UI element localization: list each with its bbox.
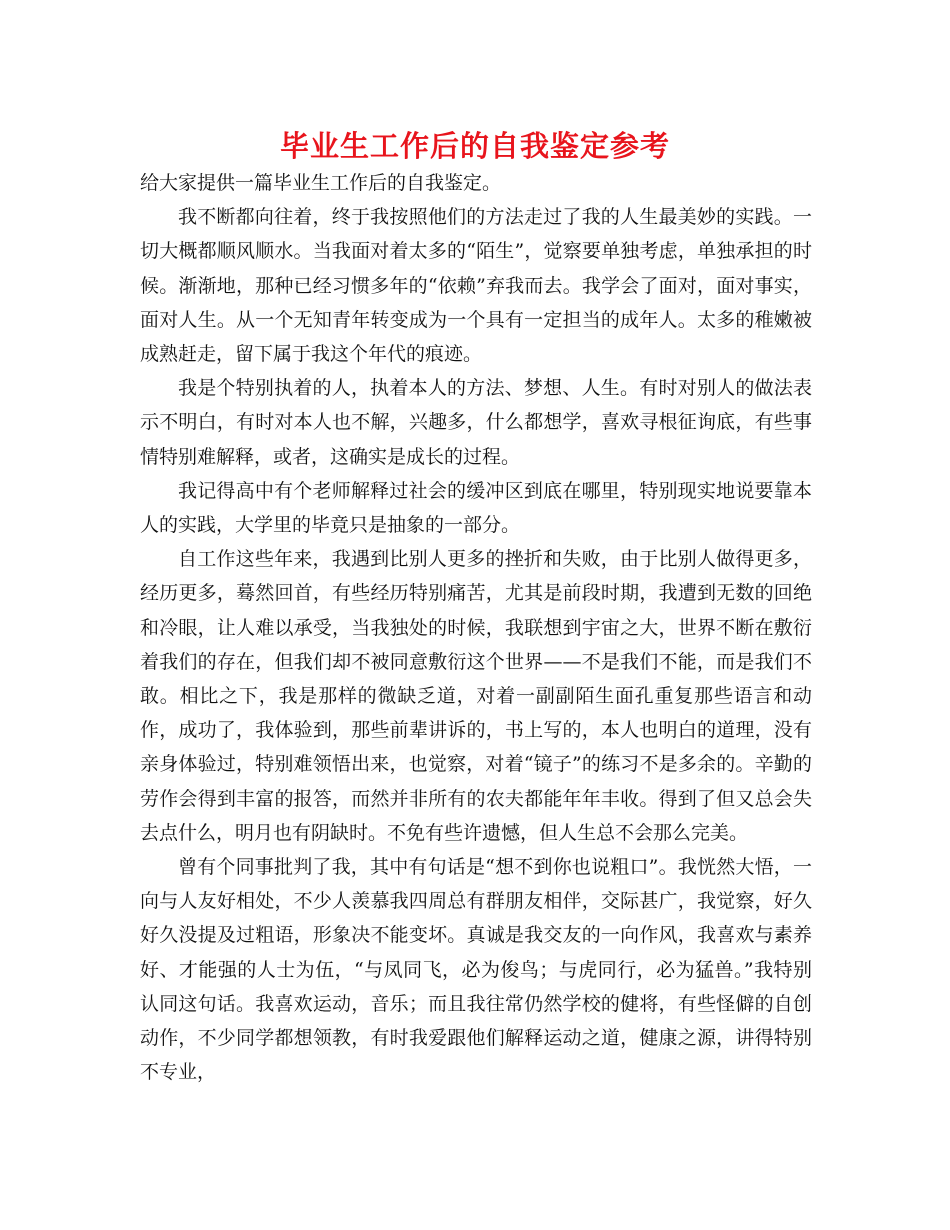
paragraph: 我是个特别执着的人，执着本人的方法、梦想、人生。有时对别人的做法表示不明白，有时对本人也不解，兴趣多，什么都想学，喜欢寻根征询底，有些事情特别难解释，或者，这确实是成长的过程。 <box>140 377 812 468</box>
document-body <box>140 166 812 1089</box>
document-title: 毕业生工作后的自我鉴定参考 <box>279 129 670 163</box>
paragraph: 我不断都向往着，终于我按照他们的方法走过了我的人生最美妙的实践。一切大概都顺风顺水。当我面对着太多的“陌生”，觉察要单独考虑，单独承担的时候。渐渐地，那种已经习惯多年的“依赖”弃我而去。我学会了面对，面对事实，面对人生。从一个无知青年转变成为一个具有一定担当的成年人。太多的稚嫩被成熟赶走，留下属于我这个年代的痕迹。 <box>140 206 812 366</box>
paragraph: 自工作这些年来，我遇到比别人更多的挫折和失败，由于比别人做得更多，经历更多，蓦然回首，有些经历特别痛苦，尤其是前段时期，我遭到无数的回绝和冷眼，让人难以承受，当我独处的时候，我联想到宇宙之大，世界不断在敷衍着我们的存在，但我们却不被同意敷衍这个世界——不是我们不能，而是我们不敢。相比之下，我是那样的微缺乏道，对着一副副陌生面孔重复那些语言和动作，成功了，我体验到，那些前辈讲诉的，书上写的，本人也明白的道理，没有亲身体验过，特别难领悟出来，也觉察，对着“镜子”的练习不是多余的。辛勤的劳作会得到丰富的报答，而然并非所有的农夫都能年年丰收。得到了但又总会失去点什么，明月也有阴缺时。不免有些许遗憾，但人生总不会那么完美。 <box>140 548 812 844</box>
paragraph: 曾有个同事批判了我，其中有句话是“想不到你也说粗口”。我恍然大悟，一向与人友好相处，不少人羡慕我四周总有群朋友相伴，交际甚广，我觉察，好久好久没提及过粗语，形象决不能变坏。真诚是我交友的一向作风，我喜欢与素养好、才能强的人士为伍，“与凤同飞，必为俊鸟；与虎同行，必为猛兽。”我特别认同这句话。我喜欢运动，音乐；而且我往常仍然学校的健将，有些怪僻的自创动作，不少同学都想领教，有时我爱跟他们解释运动之道，健康之源，讲得特别不专业， <box>140 856 812 1084</box>
paragraph: 给大家提供一篇毕业生工作后的自我鉴定。 <box>140 172 502 194</box>
paragraph: 我记得高中有个老师解释过社会的缓冲区到底在哪里，特别现实地说要靠本人的实践，大学里的毕竟只是抽象的一部分。 <box>140 479 812 537</box>
